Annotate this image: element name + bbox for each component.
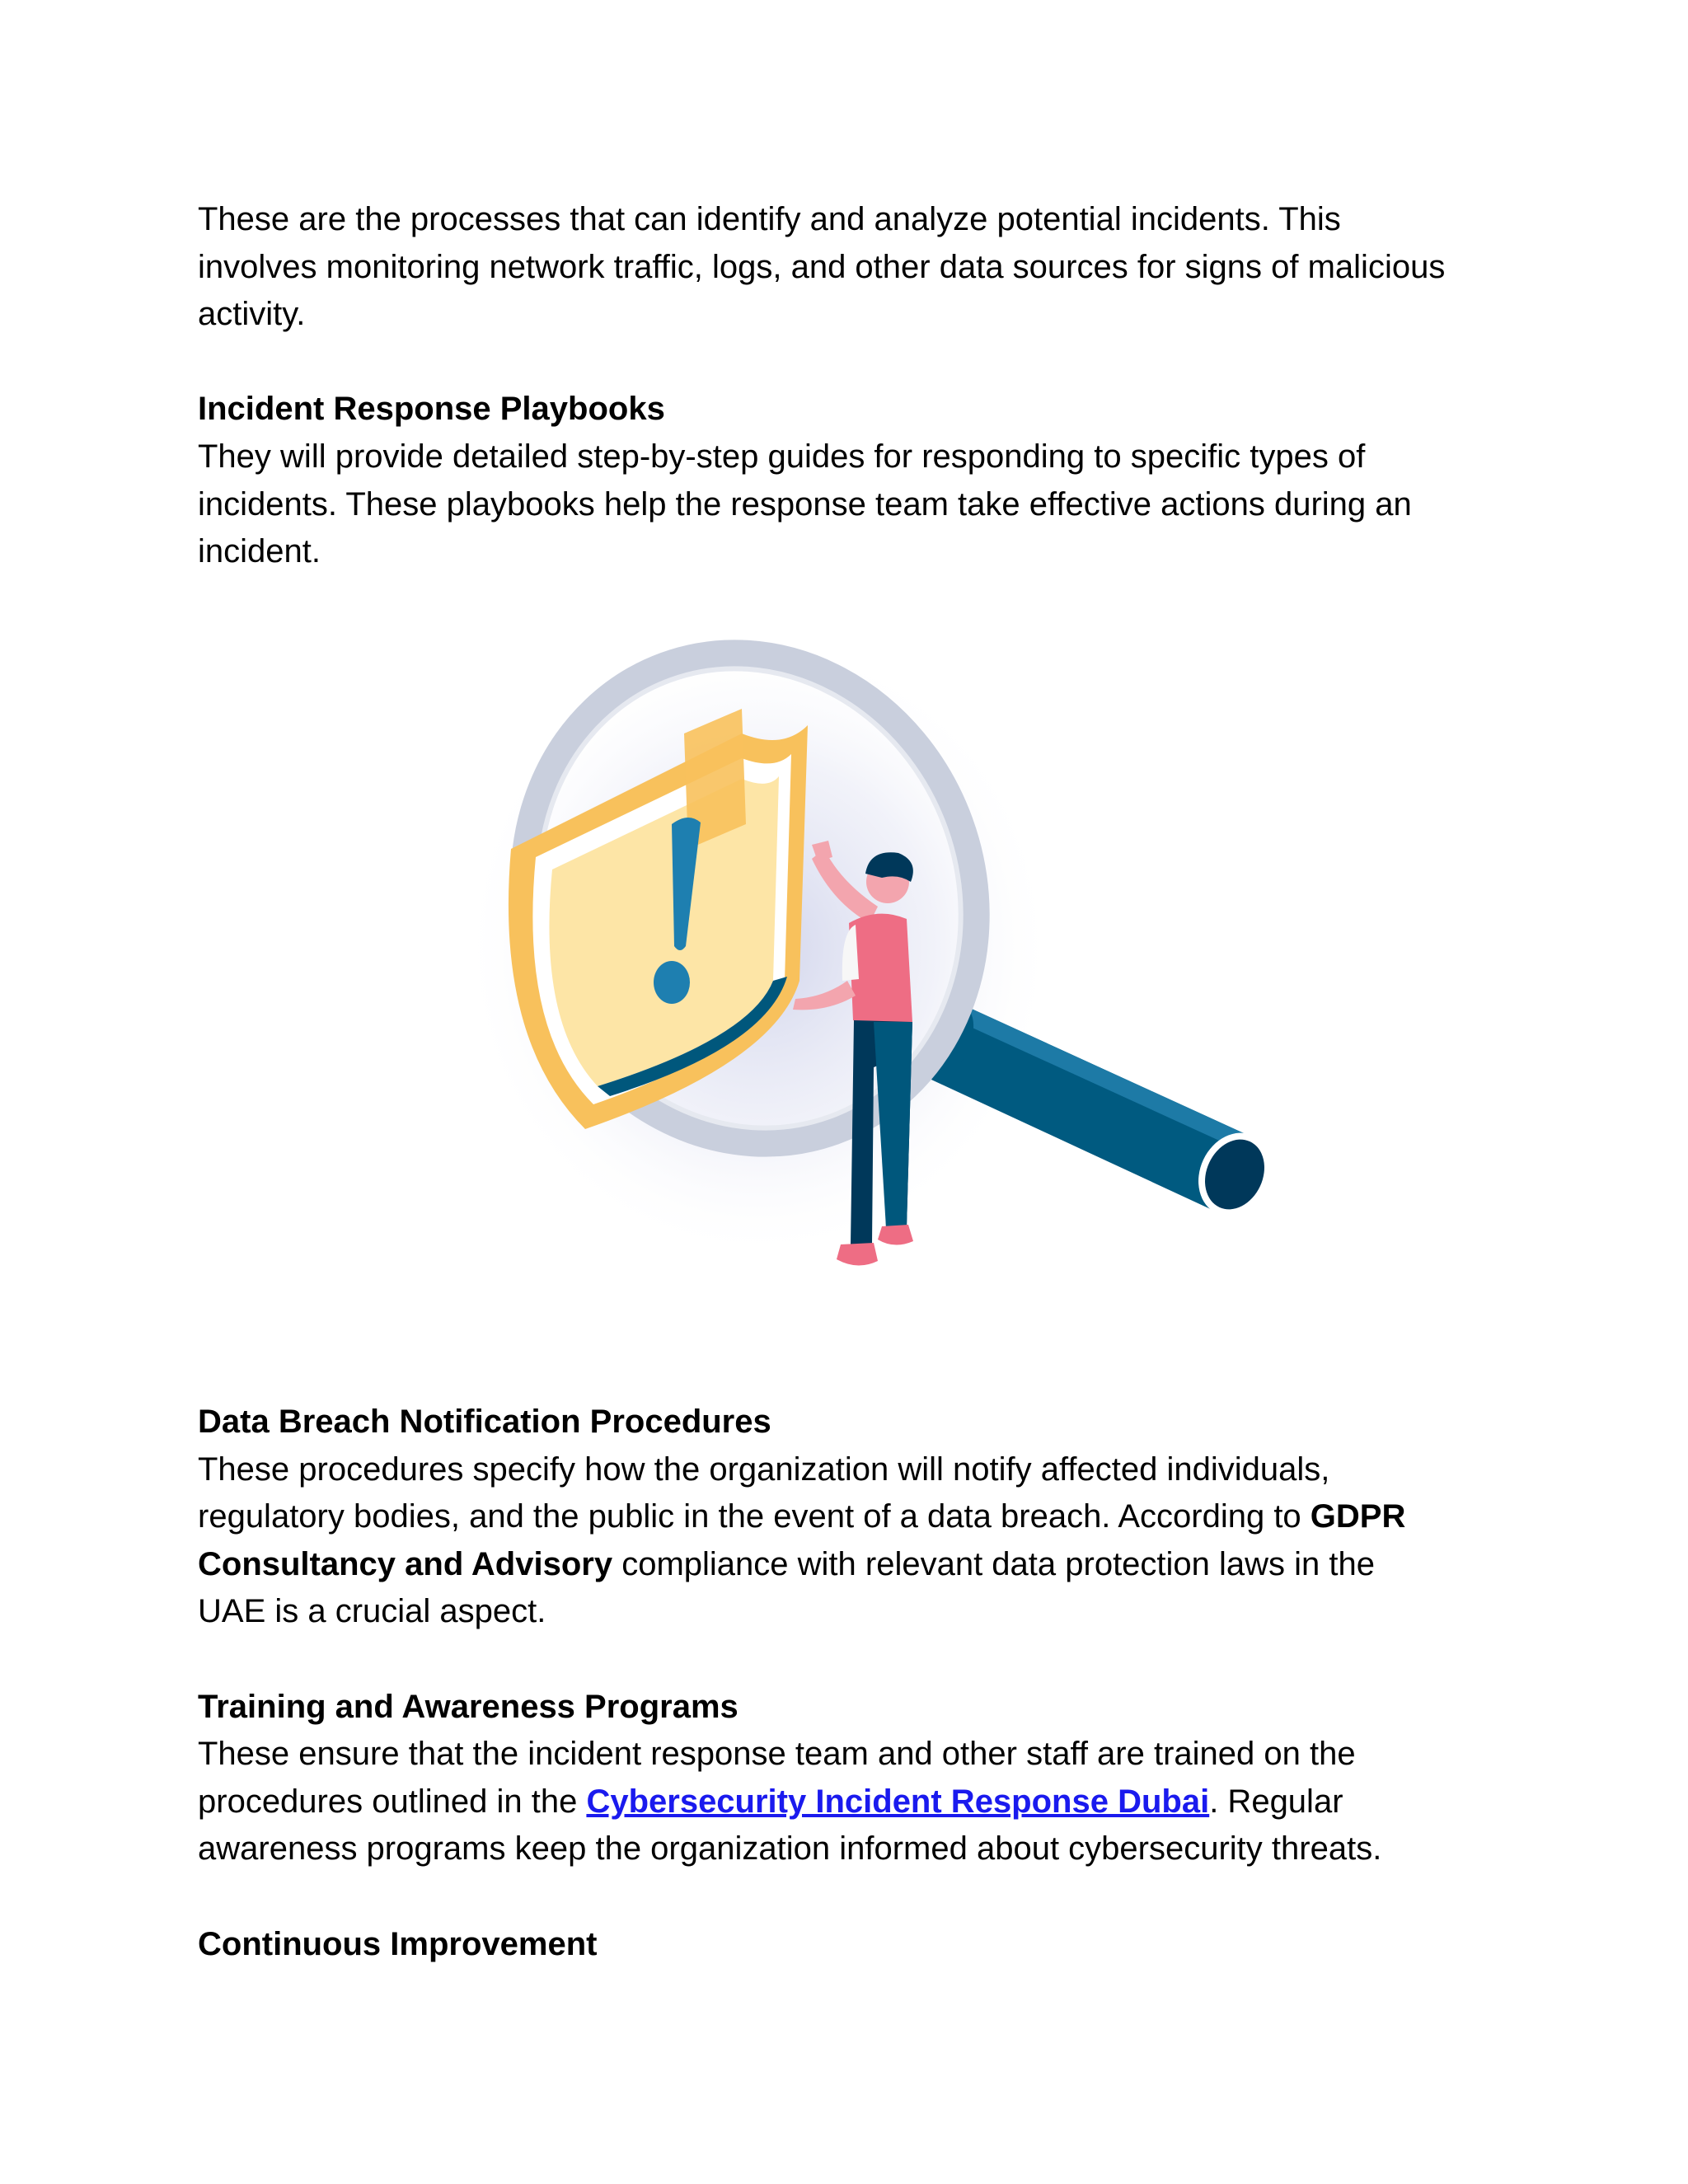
document-top <box>198 196 1517 576</box>
playbooks-heading: Incident Response Playbooks <box>198 391 665 428</box>
improvement-heading: Continuous Improvement <box>198 1925 598 1962</box>
training-text-start: These ensure that the incident response team and other staff are trained on the procedures outlined in the <box>198 1736 1356 1820</box>
magnifier-shield-warning-icon <box>462 635 1319 1310</box>
document-bottom <box>198 1399 1517 1968</box>
training-paragraph <box>198 1731 1484 1873</box>
breach-heading: Data Breach Notification Procedures <box>198 1404 771 1440</box>
training-heading: Training and Awareness Programs <box>198 1688 738 1725</box>
magnifier-shield-illustration <box>462 635 1319 1310</box>
gdpr-bold-text: GDPR Consultancy and Advisory <box>198 1498 1406 1582</box>
cybersecurity-incident-response-link[interactable]: Cybersecurity Incident Response Dubai <box>586 1783 1210 1820</box>
playbooks-paragraph: They will provide detailed step-by-step guides for responding to specific types of incidents. These playbooks help the response team take effective actions during an incident. <box>198 438 1412 570</box>
intro-paragraph: These are the processes that can identify and analyze potential incidents. This involves monitoring network traffic, logs, and other data sources for signs of malicious activity. <box>198 201 1446 333</box>
breach-text-start: These procedures specify how the organization will notify affected individuals, regulatory bodies, and the public in the event of a data breach. According to <box>198 1451 1330 1535</box>
breach-text-end: compliance with relevant data protection laws in the UAE is a crucial aspect. <box>198 1545 1376 1630</box>
breach-paragraph <box>198 1446 1434 1636</box>
training-text-end: . Regular awareness programs keep the organization informed about cybersecurity threats. <box>198 1783 1382 1868</box>
